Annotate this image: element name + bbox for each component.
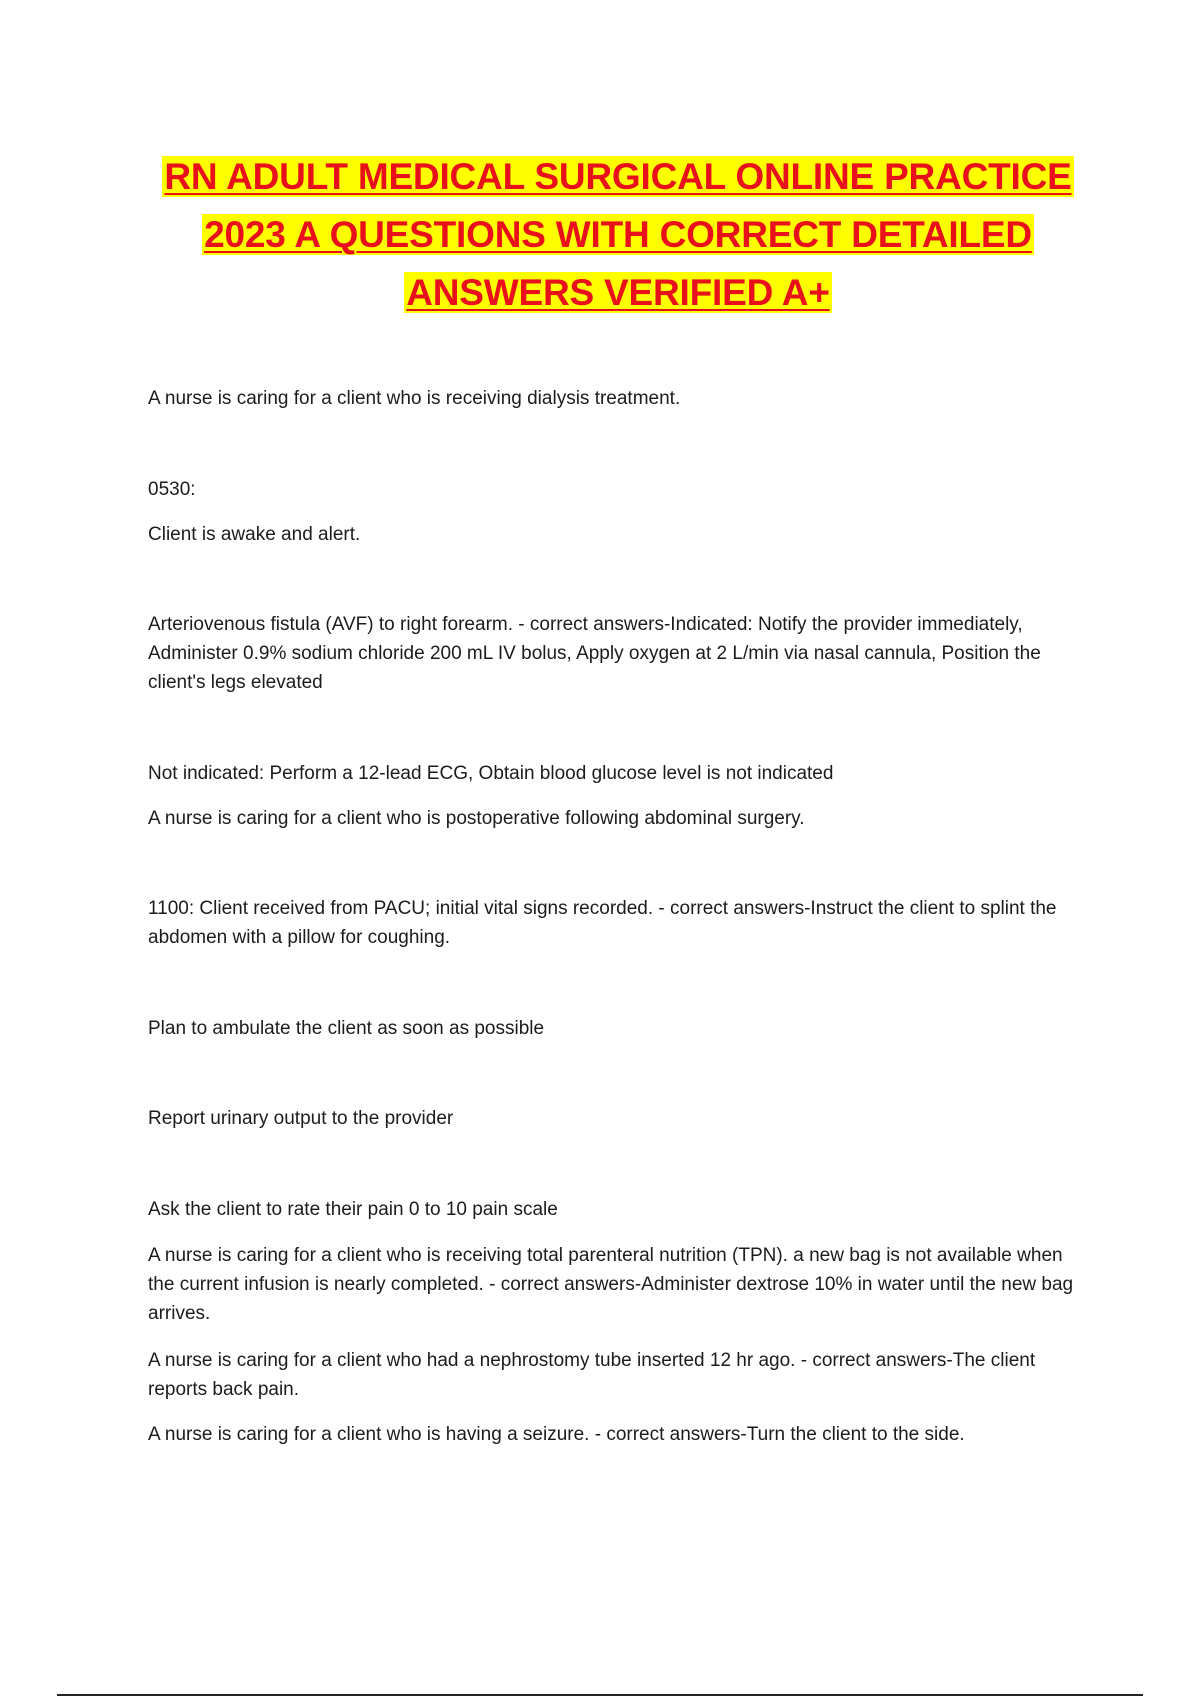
title-line-2-text: 2023 A QUESTIONS WITH CORRECT DETAILED <box>204 214 1032 255</box>
paragraph-seizure-answer: A nurse is caring for a client who is having a seizure. - correct answers-Turn the client to the side. <box>148 1424 965 1445</box>
paragraph-dialysis-intro: A nurse is caring for a client who is receiving dialysis treatment. <box>148 388 681 409</box>
paragraph-pacu-answer: 1100: Client received from PACU; initial vital signs recorded. - correct answers-Instruct the client to splint the abdomen with a pillow for coughing. <box>148 898 1057 948</box>
paragraph-time-0530: 0530: <box>148 479 196 500</box>
footer-divider <box>57 1694 1143 1696</box>
title-line-1-text: RN ADULT MEDICAL SURGICAL ONLINE PRACTICE <box>164 156 1072 197</box>
document-title <box>0 148 1200 322</box>
paragraph-nephrostomy-answer: A nurse is caring for a client who had a nephrostomy tube inserted 12 hr ago. - correct answers-The client reports back pain. <box>148 1350 1036 1400</box>
title-line-1 <box>0 148 1200 206</box>
paragraph-not-indicated: Not indicated: Perform a 12-lead ECG, Obtain blood glucose level is not indicated <box>148 763 834 784</box>
title-line-3-text: ANSWERS VERIFIED A+ <box>406 272 830 313</box>
paragraph-ambulate: Plan to ambulate the client as soon as possible <box>148 1018 545 1039</box>
paragraph-pain-scale: Ask the client to rate their pain 0 to 10 pain scale <box>148 1199 558 1220</box>
paragraph-client-alert: Client is awake and alert. <box>148 524 361 545</box>
paragraph-tpn-answer: A nurse is caring for a client who is receiving total parenteral nutrition (TPN). a new bag is not available when the current infusion is nearly completed. - correct answers-Administer dextrose 10% in water until the new bag arrives. <box>148 1245 1074 1324</box>
title-line-2 <box>0 206 1200 264</box>
paragraph-avf-answer: Arteriovenous fistula (AVF) to right forearm. - correct answers-Indicated: Notify the provider immediately, Administer 0.9% sodium chloride 200 mL IV bolus, Apply oxygen at 2 L/min via nasal cannula, Position the client's legs elevated <box>148 614 1041 693</box>
paragraph-urinary-output: Report urinary output to the provider <box>148 1108 454 1129</box>
paragraph-postoperative-intro: A nurse is caring for a client who is postoperative following abdominal surgery. <box>148 808 805 829</box>
title-line-3 <box>0 264 1200 322</box>
